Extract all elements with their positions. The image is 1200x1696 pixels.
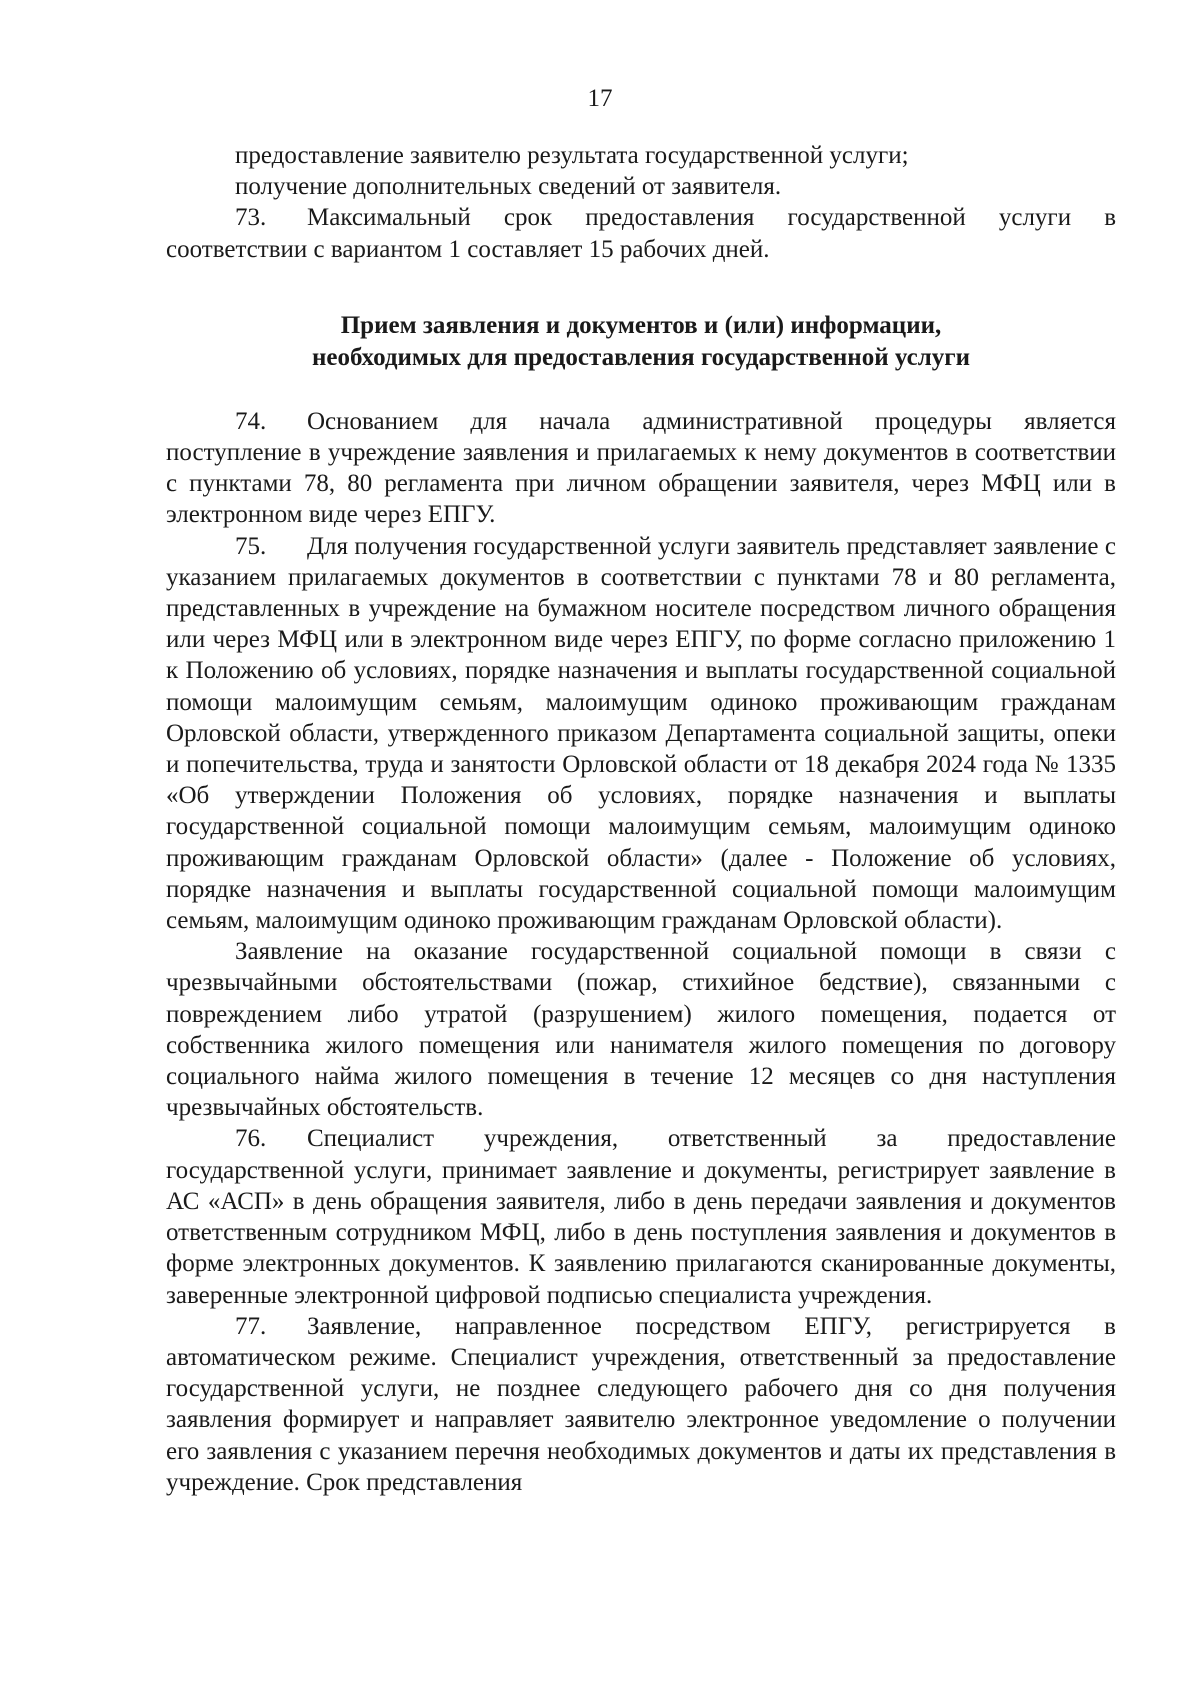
paragraph-number: 73.: [235, 204, 267, 232]
paragraph-text: Основанием для начала административной процедуры является поступление в учреждение заявления и прилагаемых к нему документов в соответствии с пунктами 78, 80 регламента при личном обращении заявителя, через МФЦ или в электронном виде через ЕПГУ.: [166, 407, 1116, 529]
paragraph-text: Для получения государственной услуги заявитель представляет заявление с указанием прилагаемых документов в соответствии с пунктами 78 и 80 регламента, представленных в учреждение на бумажном носителе посредством личного обращения или через МФЦ или в электронном виде через ЕПГУ, по форме согласно приложению 1 к Положению об условиях, порядке назначения и выплаты государственной социальной помощи малоимущим семьям, малоимущим одиноко проживающим гражданам Орловской области, утвержденного приказом Департамента социальной защиты, опеки и попечительства, труда и занятости Орловской области от 18 декабря 2024 года № 1335 «Об утверждении Положения об условиях, порядке назначения и выплаты государственной социальной помощи малоимущим семьям, малоимущим одиноко проживающим гражданам Орловской области» (далее - Положение об условиях, порядке назначения и выплаты государственной социальной помощи малоимущим семьям, малоимущим одиноко проживающим гражданам Орловской области).: [166, 532, 1116, 935]
paragraph-75: [166, 531, 1116, 937]
paragraph-text: Заявление, направленное посредством ЕПГУ, регистрируется в автоматическом режиме. Специалист учреждения, ответственный за предоставление государственной услуги, не позднее следующего рабочего дня со дня получения заявления формирует и направляет заявителю электронное уведомление о получении его заявления с указанием перечня необходимых документов и даты их представления в учреждение. Срок представления: [166, 1312, 1116, 1496]
paragraph-number: 75.: [235, 532, 267, 560]
paragraph-75-continuation: Заявление на оказание государственной социальной помощи в связи с чрезвычайными обстоятельствами (пожар, стихийное бедствие), связанными с повреждением либо утратой (разрушением) жилого помещения, подается от собственника жилого помещения или нанимателя жилого помещения по договору социального найма жилого помещения в течение 12 месяцев со дня наступления чрезвычайных обстоятельств.: [166, 938, 1116, 1122]
document-body: [166, 140, 1116, 1498]
paragraph-number: 76.: [235, 1125, 267, 1153]
intro-line-2: получение дополнительных сведений от заявителя.: [235, 173, 782, 201]
paragraph-number: 77.: [235, 1312, 267, 1340]
paragraph-77: [166, 1311, 1116, 1498]
section-heading-line-2: необходимых для предоставления государственной услуги: [312, 343, 970, 371]
paragraph-text: Специалист учреждения, ответственный за предоставление государственной услуги, принимает заявление и документы, регистрирует заявление в АС «АСП» в день обращения заявителя, либо в день передачи заявления и документов ответственным сотрудником МФЦ, либо в день поступления заявления и документов в форме электронных документов. К заявлению прилагаются сканированные документы, заверенные электронной цифровой подписью специалиста учреждения.: [166, 1125, 1116, 1309]
intro-line-1: предоставление заявителю результата государственной услуги;: [235, 142, 909, 169]
paragraph-number: 74.: [235, 407, 267, 435]
paragraph-74: [166, 406, 1116, 531]
paragraph-text: Максимальный срок предоставления государственной услуги в соответствии с вариантом 1 составляет 15 рабочих дней.: [166, 204, 1116, 263]
page-number: 17: [587, 85, 613, 112]
paragraph-76: [166, 1123, 1116, 1310]
paragraph-73: [166, 202, 1116, 264]
section-heading: [166, 310, 1116, 374]
section-heading-line-1: Прием заявления и документов и (или) информации,: [340, 311, 942, 339]
